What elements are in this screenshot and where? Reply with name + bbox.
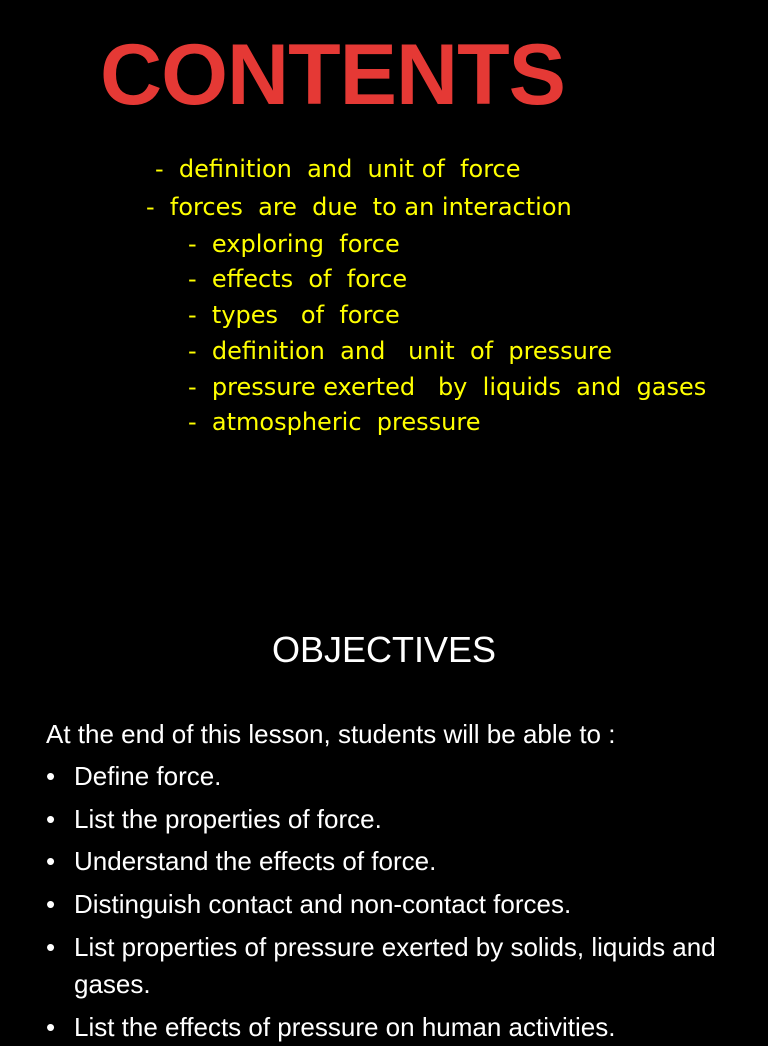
objective-item xyxy=(46,1009,746,1046)
objective-text: Distinguish contact and non-contact forces. xyxy=(74,889,572,919)
contents-item: - definition and unit of pressure xyxy=(188,337,612,365)
objective-item xyxy=(46,843,746,880)
objectives-intro: At the end of this lesson, students will be able to : xyxy=(46,719,616,749)
contents-item: - pressure exerted by liquids and gases xyxy=(188,373,707,401)
objective-text: Understand the effects of force. xyxy=(74,846,437,876)
contents-item: - forces are due to an interaction xyxy=(146,193,572,221)
contents-item: - effects of force xyxy=(188,265,408,293)
contents-title: CONTENTS xyxy=(100,27,565,123)
bullet-icon: • xyxy=(46,889,56,919)
bullet-icon: • xyxy=(46,761,56,791)
contents-item: - atmospheric pressure xyxy=(188,408,481,436)
bullet-icon: • xyxy=(46,932,56,962)
contents-item: - definition and unit of force xyxy=(155,155,521,183)
objective-item xyxy=(46,758,746,795)
objective-item xyxy=(46,886,746,923)
objective-item xyxy=(46,801,746,838)
objectives-title: OBJECTIVES xyxy=(271,629,497,670)
contents-item: - exploring force xyxy=(188,230,400,258)
objective-item xyxy=(46,929,726,1003)
bullet-icon: • xyxy=(46,846,56,876)
contents-item: - types of force xyxy=(188,301,400,329)
objective-text: List properties of pressure exerted by solids, liquids and gases. xyxy=(74,932,716,999)
bullet-icon: • xyxy=(46,804,56,834)
objective-text: List the properties of force. xyxy=(74,804,382,834)
bullet-icon: • xyxy=(46,1012,56,1042)
objective-text: Define force. xyxy=(74,761,222,791)
objective-text: List the effects of pressure on human activities. xyxy=(74,1012,616,1042)
